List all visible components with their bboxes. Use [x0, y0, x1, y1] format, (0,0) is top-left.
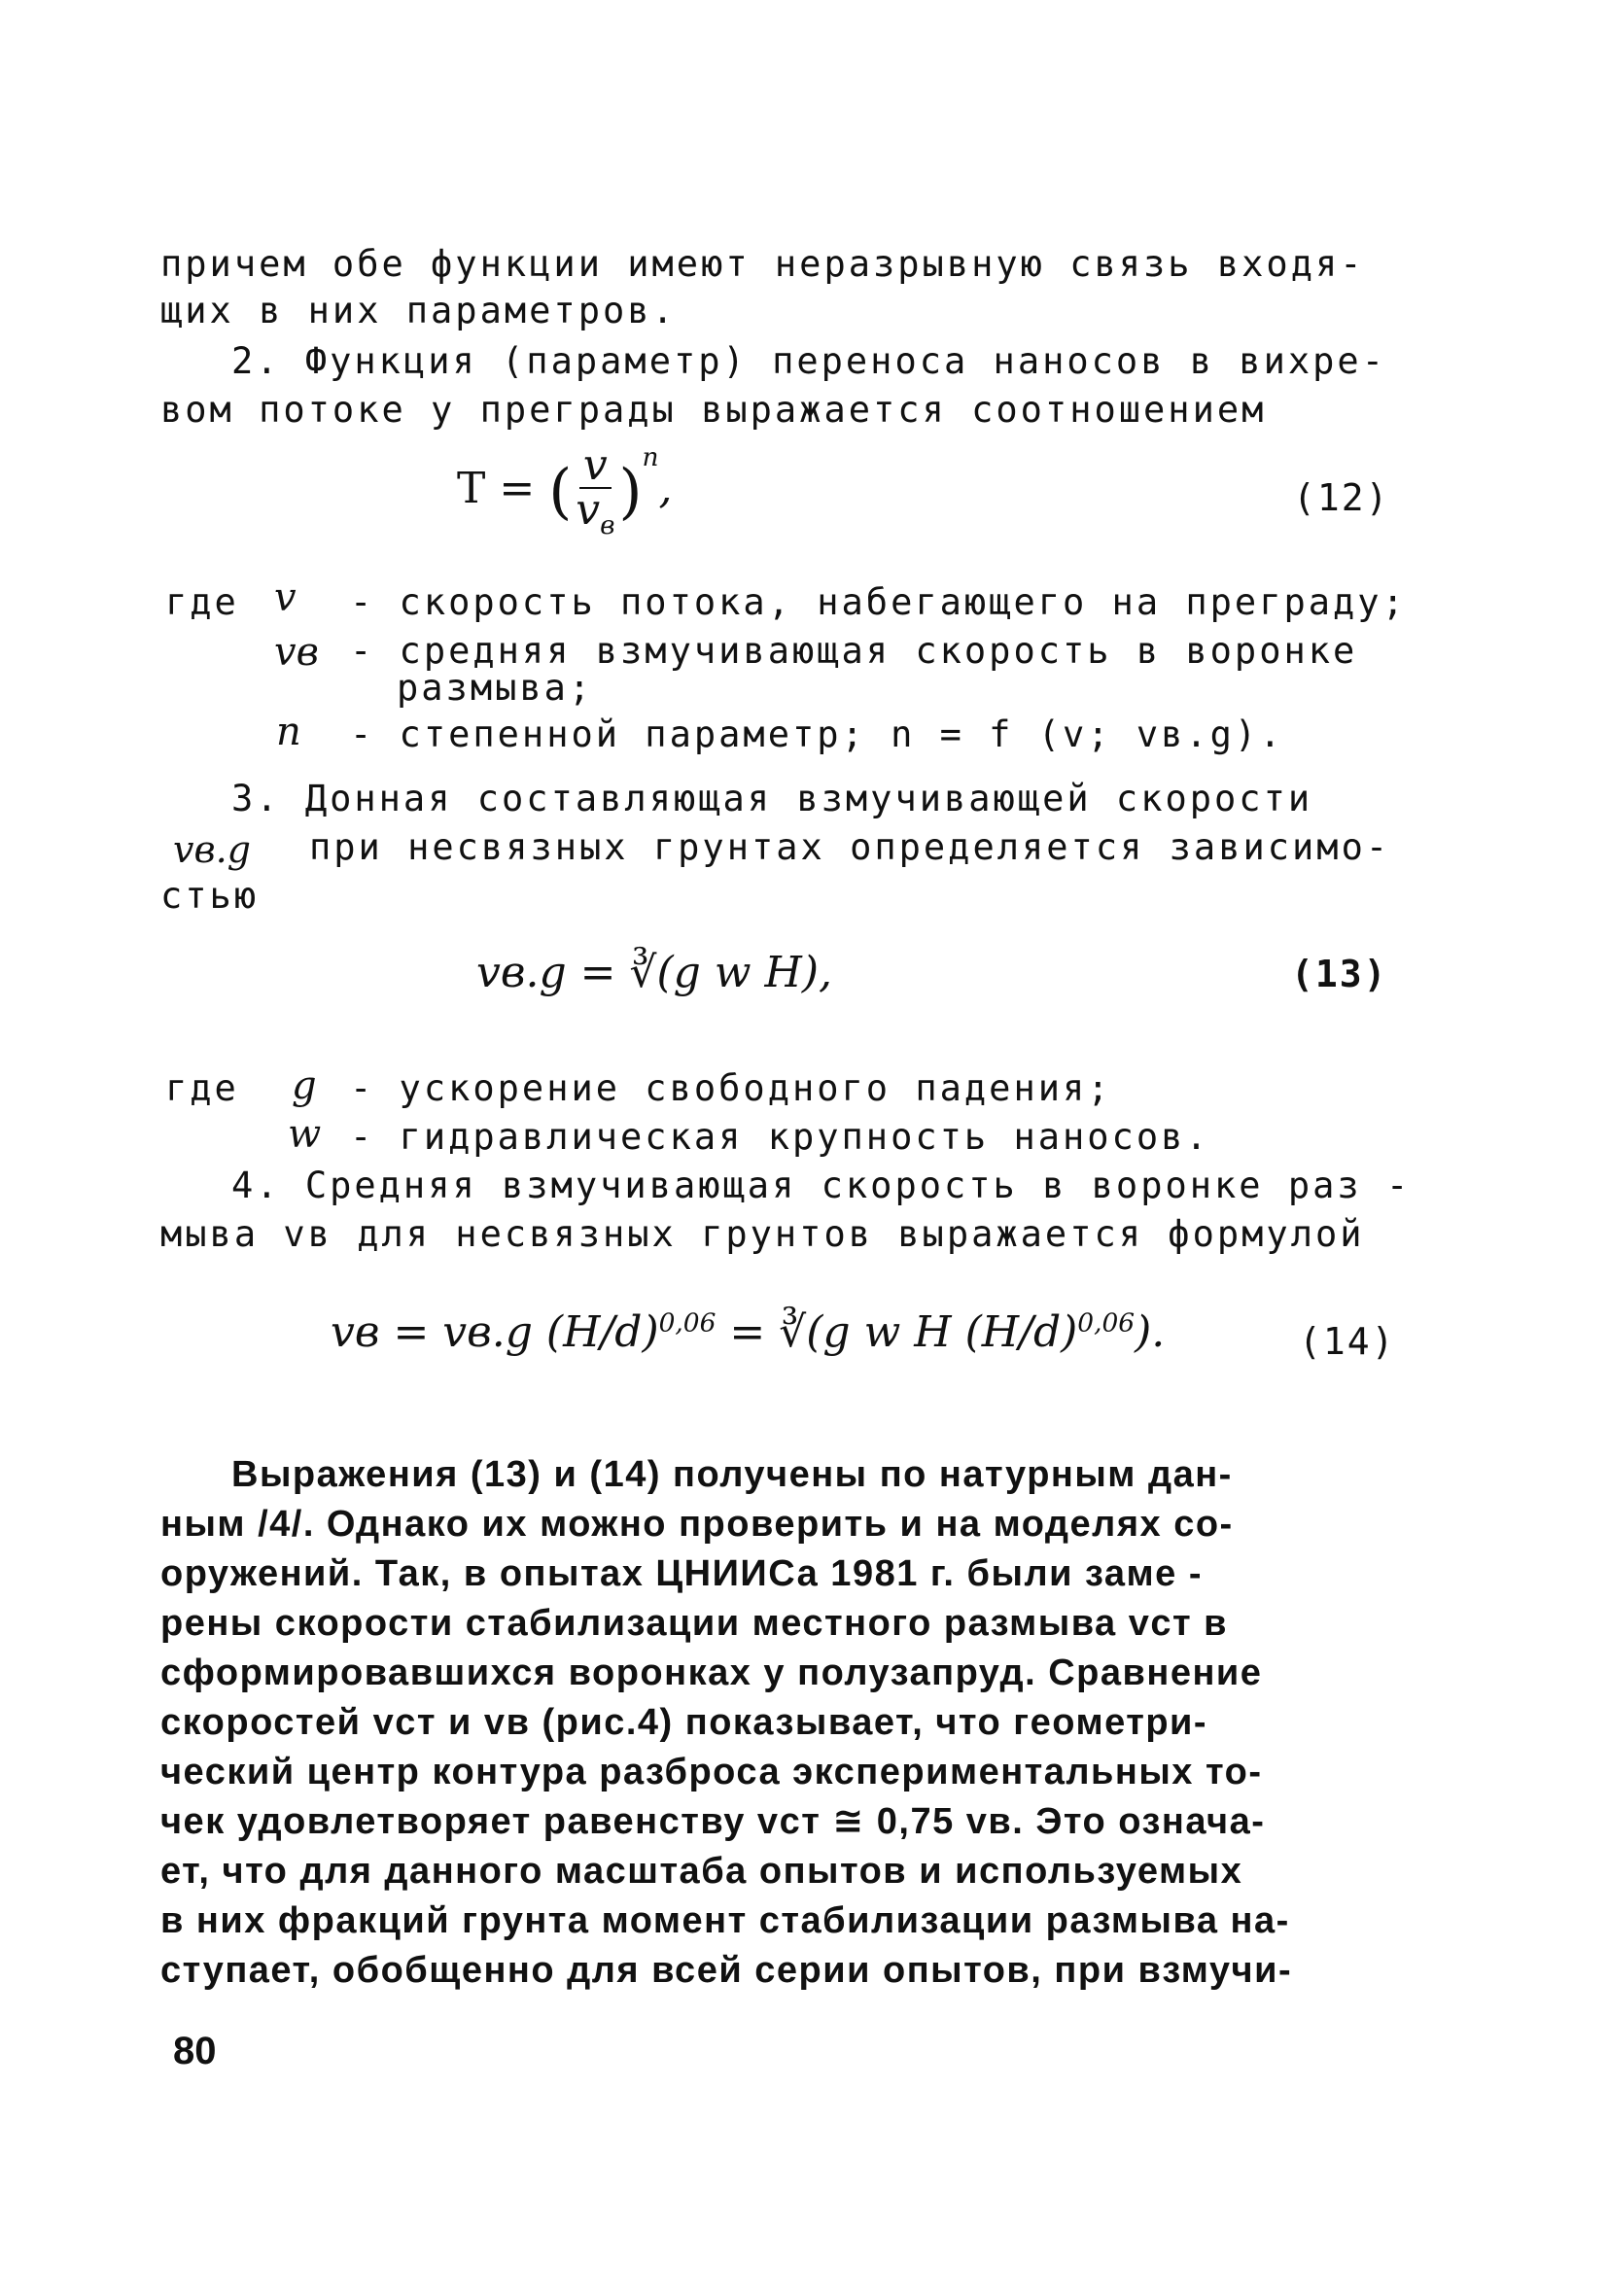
para-line-11: ступает, обобщенно для всей серии опытов, при взмучи-: [160, 1950, 1293, 1991]
equation-13-number: (13): [1291, 953, 1388, 995]
symbol-vbg: vв.g: [173, 828, 251, 871]
symbol-w: w: [288, 1112, 322, 1157]
equation-12-number: (12): [1293, 476, 1390, 519]
equation-14: vв = vв.g $(H/d)^{0,06}$ = ∛(g w H $(H/d)^{0,06}$).: [331, 1307, 1166, 1357]
definition-g: - ускорение свободного падения;: [350, 1067, 1112, 1109]
definition-vb-continued: размыва;: [397, 667, 594, 709]
item-2-line-1: 2. Функция (параметр) переноса наносов в вихре-: [231, 340, 1386, 382]
equation-13: vв.g = ∛(g w H),: [476, 948, 833, 997]
equation-12: T = ( $\frac{v}{v_в}$ )$^n$,: [457, 439, 673, 540]
definition-w: - гидравлическая крупность наносов.: [350, 1116, 1210, 1158]
para-line-4: рены скорости стабилизации местного размыва vст в: [160, 1603, 1229, 1644]
para-line-7: ческий центр контура разброса экспериментальных то-: [160, 1752, 1263, 1792]
definition-vb: - средняя взмучивающая скорость в воронке: [350, 630, 1358, 672]
item-4-line-2: мыва vв для несвязных грунтов выражается формулой: [160, 1213, 1365, 1255]
item-3-line-2: при несвязных грунтах определяется зависимо-: [309, 826, 1391, 868]
definition-v: - скорость потока, набегающего на преграду;: [350, 581, 1407, 623]
symbol-n: n: [276, 710, 301, 754]
item-3-line-3: стью: [160, 875, 260, 917]
where-label-2: где: [165, 1067, 239, 1109]
text-line-1: причем обе функции имеют неразрывную связь входя-: [160, 243, 1365, 285]
para-line-6: скоростей vст и vв (рис.4) показывает, что геометри-: [160, 1702, 1208, 1743]
item-3-line-1: 3. Донная составляющая взмучивающей скорости: [231, 778, 1313, 819]
symbol-v: v: [274, 575, 297, 620]
para-line-9: ет, что для данного масштаба опытов и используемых: [160, 1851, 1243, 1892]
para-line-5: сформировавшихся воронках у полузапруд. Сравнение: [160, 1652, 1263, 1693]
page-number: 80: [173, 2030, 217, 2072]
symbol-vb: vв: [274, 630, 319, 675]
equation-14-number: (14): [1299, 1320, 1396, 1363]
symbol-g: g: [292, 1063, 317, 1108]
para-line-2: ным /4/. Однако их можно проверить и на моделях со-: [160, 1504, 1234, 1545]
text-line-2: щих в них параметров.: [160, 290, 677, 331]
para-line-10: в них фракций грунта момент стабилизации размыва на-: [160, 1900, 1290, 1941]
para-line-3: оружений. Так, в опытах ЦНИИСа 1981 г. были заме -: [160, 1553, 1203, 1594]
para-line-8: чек удовлетворяет равенству vст ≅ 0,75 vв. Это означа-: [160, 1801, 1266, 1842]
where-label-1: где: [165, 581, 239, 623]
item-4-line-1: 4. Средняя взмучивающая скорость в воронке раз -: [231, 1165, 1412, 1206]
definition-n: - степенной параметр; n = f (v; vв.g).: [350, 713, 1284, 755]
para-line-1: Выражения (13) и (14) получены по натурным дан-: [231, 1454, 1233, 1495]
item-2-line-2: вом потоке у преграды выражается соотношением: [160, 389, 1267, 431]
